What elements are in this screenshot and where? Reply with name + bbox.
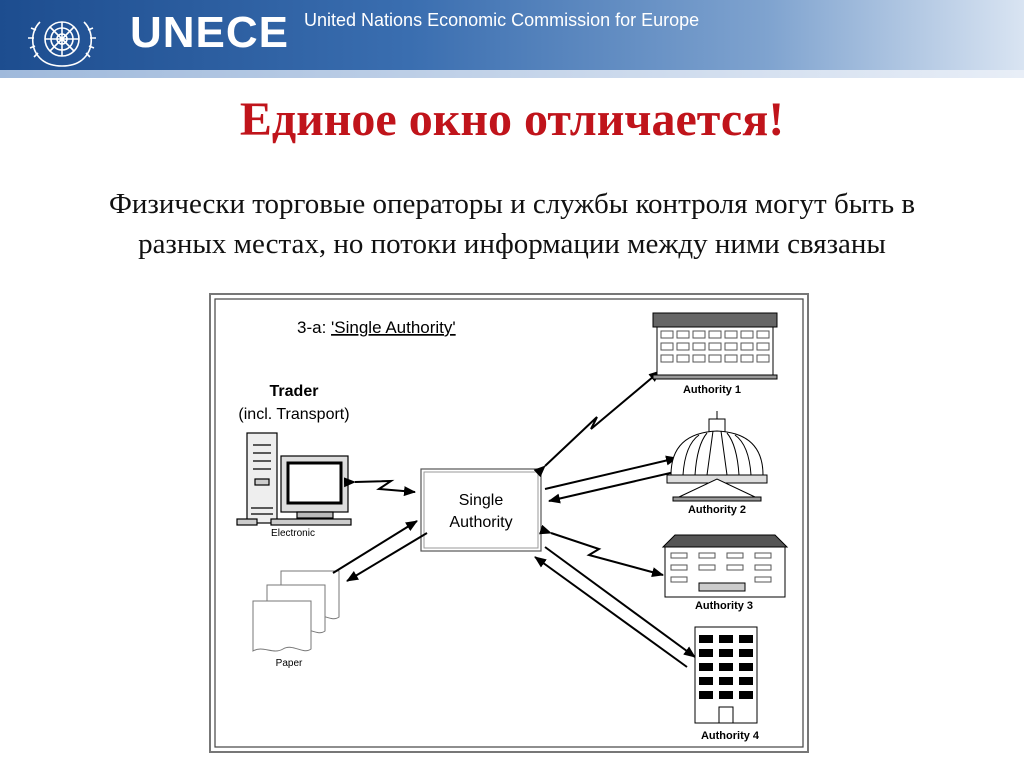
banner-streak [0, 70, 1024, 78]
paper-label: Paper [275, 658, 303, 669]
office-building-icon [653, 313, 777, 379]
electronic-label: Electronic [271, 528, 315, 539]
slide-subtitle [10, 184, 1014, 264]
subtitle-line-2: разных местах, но потоки информации между ними связаны [138, 228, 886, 260]
ministry-building-icon [663, 535, 787, 597]
authority-3-label: Authority 3 [694, 600, 754, 612]
authority-4-label: Authority 4 [700, 730, 760, 742]
un-emblem-icon [22, 6, 102, 72]
org-acronym: UNECE [130, 8, 290, 57]
subtitle-line-1: Физически торговые операторы и службы контроля могут быть в [108, 188, 916, 220]
caption-link: 'Single Authority' [331, 318, 456, 337]
slide-title: Единое окно отличается! [239, 93, 785, 146]
hub-line-1: Single [458, 492, 504, 509]
trader-subtitle: (incl. Transport) [238, 406, 350, 423]
tower-building-icon [695, 627, 757, 723]
caption-prefix: 3-a: [297, 318, 332, 337]
org-full-name: United Nations Economic Commission for Europe [304, 10, 700, 30]
diagram-caption [297, 318, 456, 337]
header-banner [0, 0, 1024, 78]
authority-1-label: Authority 1 [682, 384, 742, 396]
hub-line-2: Authority [449, 514, 513, 531]
single-authority-diagram [209, 293, 809, 753]
single-authority-box [421, 469, 541, 551]
authority-2-label: Authority 2 [687, 504, 747, 516]
trader-title: Trader [269, 383, 319, 400]
